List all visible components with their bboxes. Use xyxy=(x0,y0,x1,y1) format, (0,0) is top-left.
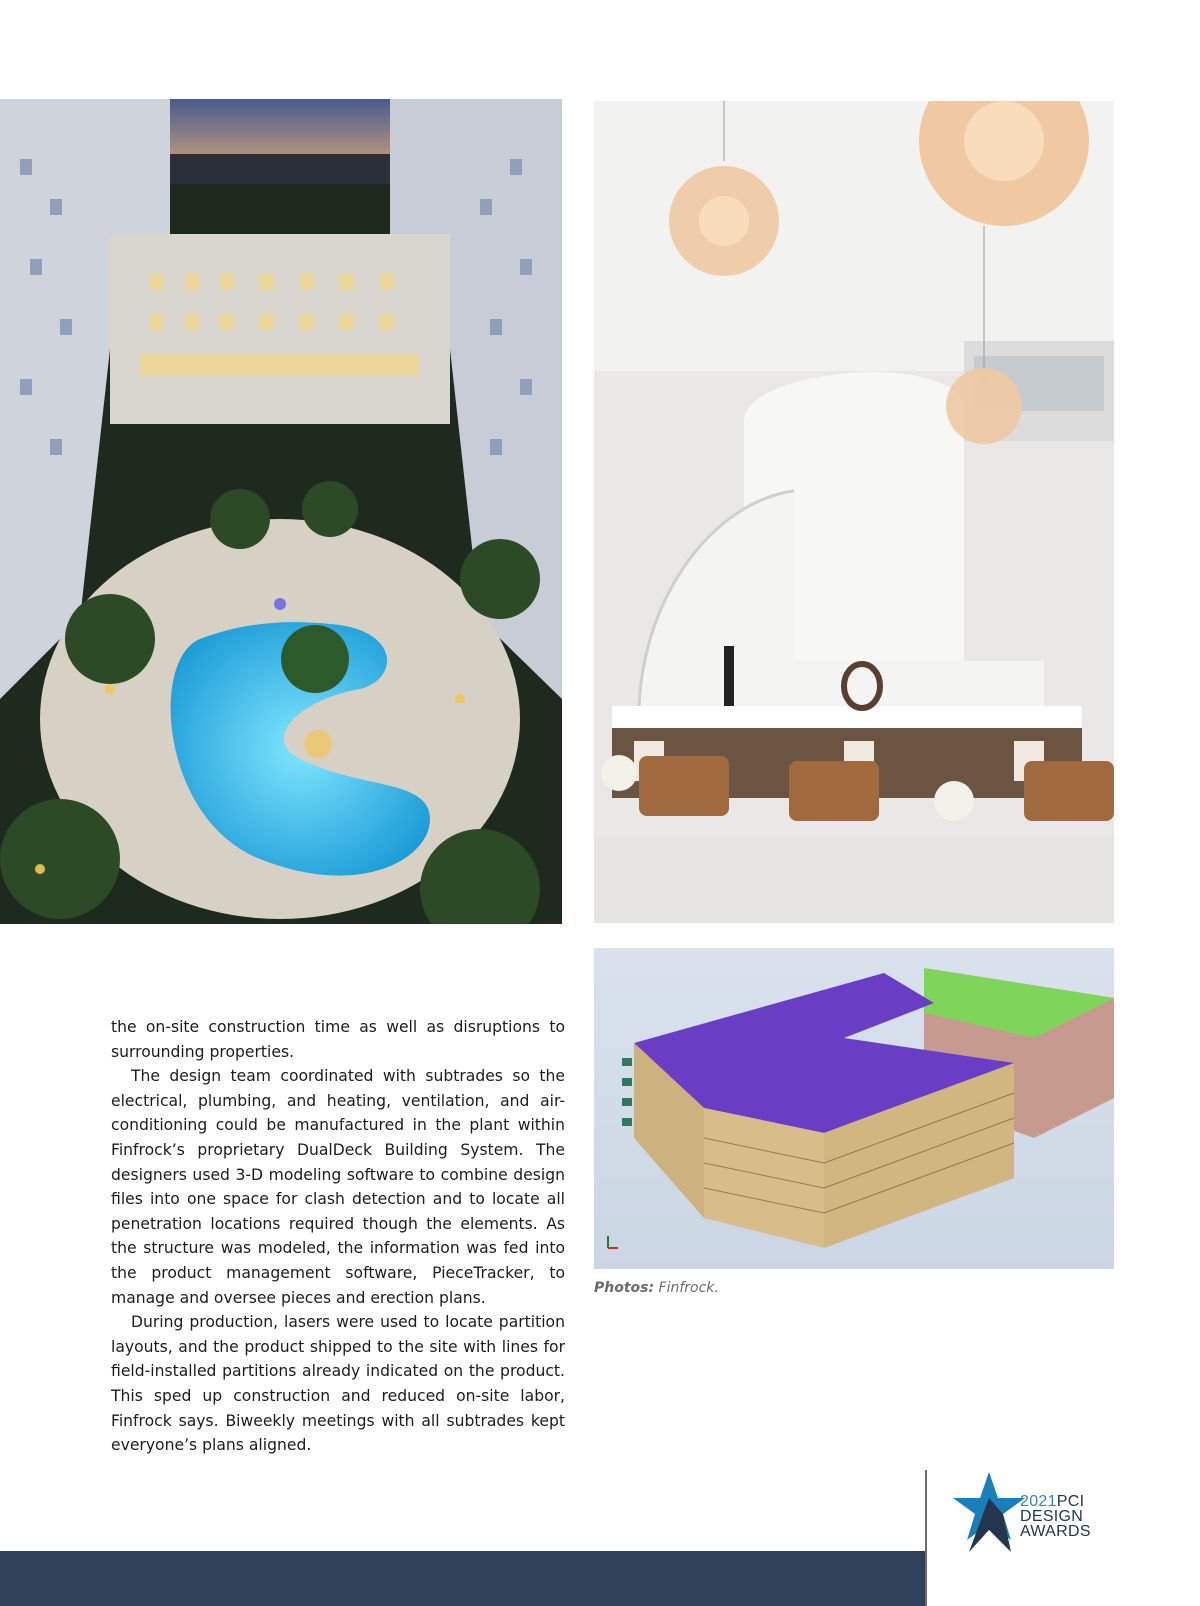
lobby-interior-illustration xyxy=(594,101,1114,923)
body-paragraph: the on-site construction time as well as disruptions to surrounding properties. xyxy=(111,1018,565,1061)
body-paragraph: The design team coordinated with subtrades so the electrical, plumbing, and heating, ventilation, and air-conditioning could be manufactured in the plant within Finfrock’s proprietary DualDeck Building System. The designers used 3-D modeling software to combine design files into one space for clash detection and to locate all penetration locations required though the elements. As the structure was modeled, the information was fed into the product management software, PieceTracker, to manage and oversee pieces and erection plans. xyxy=(111,1067,565,1307)
courtyard-pool-illustration xyxy=(0,99,562,924)
awards-year: 2021 xyxy=(1020,1493,1057,1510)
3d-model-illustration xyxy=(594,948,1114,1269)
footer-bar xyxy=(0,1551,925,1606)
courtyard-pool-photo xyxy=(0,99,562,924)
photo-credit-caption xyxy=(594,1280,1114,1296)
star-icon xyxy=(945,1468,1025,1558)
lobby-interior-photo xyxy=(594,101,1114,923)
awards-line-design: DESIGN xyxy=(1020,1508,1084,1525)
article-body xyxy=(111,1015,565,1458)
awards-wordmark xyxy=(1020,1494,1091,1539)
caption-credit: Finfrock. xyxy=(658,1280,719,1296)
3d-model-photo xyxy=(594,948,1114,1269)
caption-label: Photos: xyxy=(594,1280,655,1296)
awards-line-awards: AWARDS xyxy=(1020,1523,1091,1540)
body-paragraph: During production, lasers were used to locate partition layouts, and the product shipped to the site with lines for field-installed partitions already indicated on the product. This sped up construction and reduced on-site labor, Finfrock says. Biweekly meetings with all subtrades kept everyone’s plans aligned. xyxy=(111,1313,565,1455)
awards-org: PCI xyxy=(1056,1493,1085,1510)
footer-divider xyxy=(925,1470,927,1606)
